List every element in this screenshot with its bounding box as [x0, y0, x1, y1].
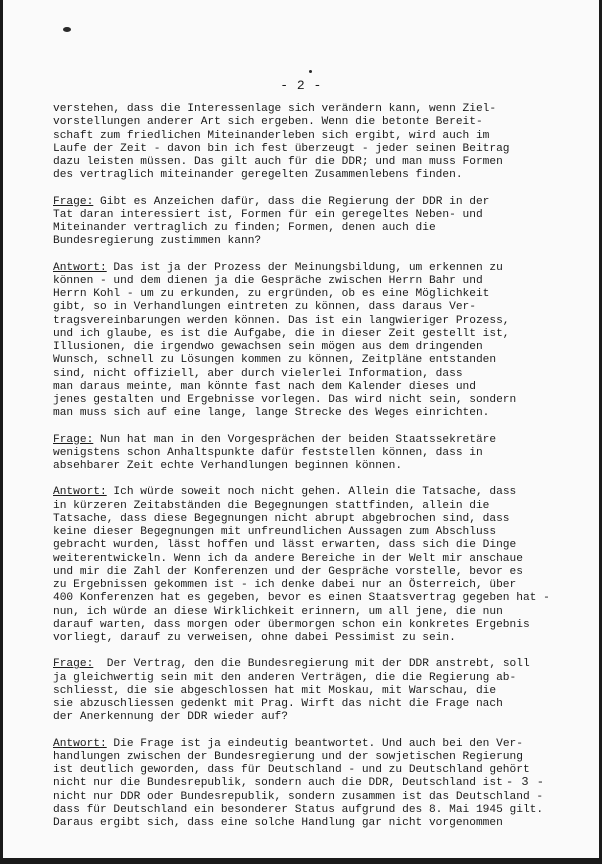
text-line — [53, 394, 563, 407]
paragraph — [53, 658, 563, 724]
text-line — [53, 632, 563, 645]
line-text: sie abzuschliessen gedenkt mit Prag. Wirft das nicht die Frage nach — [53, 698, 503, 710]
text-line — [53, 407, 563, 420]
text-line — [53, 539, 563, 552]
text-line — [53, 738, 563, 751]
line-text: Ich würde soweit noch nicht gehen. Allein die Tatsache, dass — [106, 486, 517, 499]
line-text: jenes gestalten und Ergebnisse vorlegen. Das wird nicht sein, sondern — [53, 394, 517, 406]
text-line — [53, 526, 563, 539]
text-line — [53, 156, 563, 169]
paragraph — [53, 486, 563, 645]
text-line — [53, 751, 563, 764]
line-text: Bundesregierung zustimmen kann? — [53, 235, 262, 248]
text-line — [53, 196, 563, 209]
text-line — [53, 500, 563, 513]
text-line — [53, 235, 563, 248]
text-line — [53, 262, 563, 275]
line-text: keine dieser Begegnungen mit unfreundlichen Aussagen zum Abschluss — [53, 526, 497, 538]
line-text: Tatsache, dass diese Begegnungen nicht abrupt abgebrochen sind, dass — [53, 512, 510, 525]
line-text: gebracht wurden, lässt hoffen und lässt erwarten, dass sich die Dinge — [53, 539, 517, 552]
line-text: wenigstens schon Anhaltspunkte dafür feststellen können, dass in — [53, 446, 483, 459]
line-text: Laufe der Zeit - davon bin ich fest überzeugt - jeder seinen Beitrag — [53, 142, 510, 155]
line-text: Wunsch, schnell zu Lösungen kommen zu können, Zeitpläne entstanden — [53, 354, 497, 367]
line-text: darauf warten, dass morgen oder übermorgen schon ein konkretes Ergebnis — [53, 618, 530, 631]
interview-transcript — [53, 103, 563, 843]
text-line — [53, 460, 563, 473]
speaker-label: Frage: — [53, 658, 94, 671]
text-line — [53, 566, 563, 579]
line-text: vorstellungen anderer Art sich ergeben. Wenn die betonte Bereit- — [53, 116, 483, 129]
speaker-label: Antwort: — [53, 737, 107, 750]
line-text: Das ist ja der Prozess der Meinungsbildung, um erkennen zu — [106, 261, 503, 274]
text-line — [53, 592, 563, 605]
text-line — [53, 606, 563, 619]
text-line — [53, 513, 563, 526]
text-line — [53, 381, 563, 394]
text-line — [53, 288, 563, 301]
ink-speck — [63, 27, 71, 32]
text-line — [53, 169, 563, 182]
text-line — [53, 103, 563, 116]
speaker-label: Frage: — [53, 195, 94, 208]
text-line — [53, 764, 563, 777]
text-line — [53, 791, 563, 804]
paragraph — [53, 262, 563, 421]
text-line — [53, 301, 563, 314]
line-text: und ich glaube, es ist die Aufgabe, die in dieser Zeit gestellt ist, — [53, 327, 510, 340]
ink-speck — [309, 70, 312, 73]
line-text: nicht nur die Bundesrepublik, sondern auch die DDR, Deutschland ist — [53, 777, 503, 790]
line-text: Tat daran interessiert ist, Formen für ein geregeltes Neben- und — [53, 208, 483, 221]
line-text: nicht nur DDR oder Bundesrepublik, sondern zusammen ist das Deutschland - — [53, 790, 544, 803]
paragraph — [53, 738, 563, 831]
text-line — [53, 777, 563, 790]
text-line — [53, 354, 563, 367]
line-text: ist deutlich geworden, dass für Deutschland - und zu Deutschland gehört — [53, 764, 530, 776]
line-text: Die Frage ist ja eindeutig beantwortet. Und auch bei den Ver- — [106, 737, 523, 750]
line-text: weiterentwickeln. Wenn ich da andere Bereiche in der Welt mir anschaue — [53, 552, 523, 565]
line-text: Miteinander vertraglich zu finden; Formen, denen auch die — [53, 222, 436, 234]
text-line — [53, 579, 563, 592]
paragraph — [53, 434, 563, 474]
line-text: können - und dem dienen ja die Gespräche zwischen Herrn Bahr und — [53, 274, 483, 287]
line-text: in kürzeren Zeitabständen die Begegnungen stattfinden, allein die — [53, 499, 490, 512]
line-text: 400 Konferenzen hat es gegeben, bevor es einen Staatsvertrag gegeben hat - — [53, 592, 550, 605]
line-text: Daraus ergibt sich, dass eine solche Handlung gar nicht vorgenommen — [53, 817, 503, 829]
line-text: Nun hat man in den Vorgesprächen der beiden Staatssekretäre — [93, 433, 497, 446]
line-text: tragsvereinbarungen werden können. Das ist ein langwieriger Prozess, — [53, 314, 510, 327]
text-line — [53, 486, 563, 499]
text-line — [53, 209, 563, 222]
line-text: Gibt es Anzeichen dafür, dass die Regierung der DDR in der — [93, 195, 490, 208]
speaker-label: Antwort: — [53, 486, 107, 499]
line-text: sind, nicht offiziell, aber durch vielerlei Information, dass — [53, 367, 463, 380]
text-line — [53, 447, 563, 460]
line-text: absehbarer Zeit echte Verhandlungen beginnen können. — [53, 460, 403, 472]
line-text: zu Ergebnissen gekommen ist - ich denke dabei nur an Österreich, über — [53, 579, 517, 591]
line-text: dazu leisten müssen. Das gilt auch für die DDR; und man muss Formen — [53, 156, 503, 168]
text-line — [53, 698, 563, 711]
line-text: man daraus meinte, man könnte fast nach dem Kalender dieses und — [53, 380, 476, 393]
text-line — [53, 817, 563, 830]
text-line — [53, 328, 563, 341]
text-line — [53, 804, 563, 817]
text-line — [53, 275, 563, 288]
text-line — [53, 619, 563, 632]
next-page-marker: - 3 - — [506, 775, 545, 789]
paragraph — [53, 103, 563, 183]
line-text: der Anerkennung der DDR wieder auf? — [53, 711, 288, 724]
text-line — [53, 711, 563, 724]
text-line — [53, 315, 563, 328]
text-line — [53, 672, 563, 685]
line-text: schaft zum friedlichen Miteinanderleben sich ergibt, wird auch im — [53, 129, 490, 142]
line-text: handlungen zwischen der Bundesregierung und der sowjetischen Regierung — [53, 750, 523, 763]
line-text: Illusionen, die irgendwo gewachsen sein mögen aus dem dringenden — [53, 341, 483, 353]
text-line — [53, 434, 563, 447]
line-text: Herrn Kohl - um zu erkunden, zu ergründen, ob es eine Möglichkeit — [53, 288, 490, 300]
line-text: ja gleichwertig sein mit den anderen Verträgen, die die Regierung ab- — [53, 671, 517, 684]
speaker-label: Frage: — [53, 433, 94, 446]
paragraph — [53, 196, 563, 249]
line-text: man muss sich auf eine lange, lange Strecke des Weges einrichten. — [53, 407, 490, 420]
line-text: schliesst, die sie abgeschlossen hat mit Moskau, mit Warschau, die — [53, 684, 497, 697]
text-line — [53, 341, 563, 354]
speaker-label: Antwort: — [53, 261, 107, 274]
text-line — [53, 685, 563, 698]
text-line — [53, 116, 563, 129]
page-number: - 2 - — [280, 78, 322, 93]
line-text: nun, ich würde an diese Wirklichkeit erinnern, um all jene, die nun — [53, 605, 503, 618]
line-text: und mir die Zahl der Konferenzen und der Gespräche vorstelle, bevor es — [53, 565, 523, 578]
text-line — [53, 553, 563, 566]
text-line — [53, 658, 563, 671]
text-line — [53, 368, 563, 381]
line-text: gibt, so in Verhandlungen eintreten zu können, dass daraus Ver- — [53, 301, 476, 314]
text-line — [53, 222, 563, 235]
line-text: Der Vertrag, den die Bundesregierung mit der DDR anstrebt, soll — [93, 658, 530, 671]
text-line — [53, 143, 563, 156]
line-text: vorliegt, darauf zu verweisen, ohne dabei Pessimist zu sein. — [53, 632, 456, 644]
line-text: verstehen, dass die Interessenlage sich verändern kann, wenn Ziel- — [53, 103, 497, 115]
line-text: des vertraglich miteinander geregelten Zusammenlebens finden. — [53, 169, 463, 182]
text-line — [53, 130, 563, 143]
line-text: dass für Deutschland ein besonderer Status aufgrund des 8. Mai 1945 gilt. — [53, 803, 544, 816]
